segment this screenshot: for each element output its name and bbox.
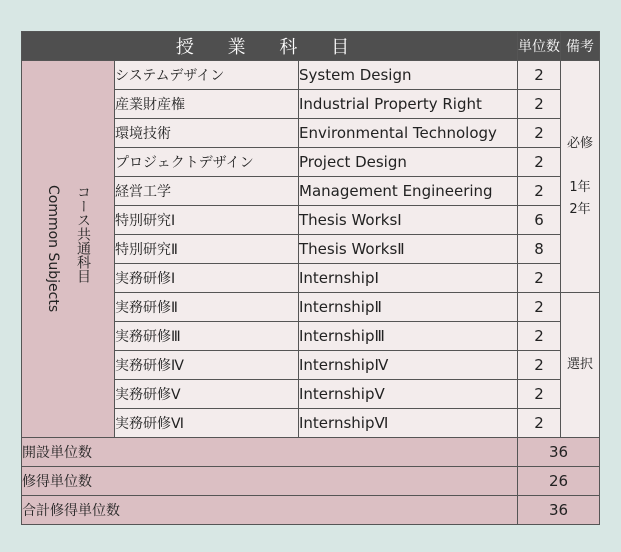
credits-header: 単位数 bbox=[518, 32, 561, 61]
course-name-ja: 実務研修Ⅳ bbox=[115, 351, 299, 380]
course-name-en: Thesis WorksⅠ bbox=[299, 206, 518, 235]
course-credits: 2 bbox=[518, 119, 561, 148]
remark-year1: 1年 bbox=[569, 179, 591, 195]
course-credits: 2 bbox=[518, 409, 561, 438]
course-name-en: InternshipⅠ bbox=[299, 264, 518, 293]
course-name-en: Thesis WorksⅡ bbox=[299, 235, 518, 264]
curriculum-table bbox=[21, 31, 600, 525]
course-name-ja: 環境技術 bbox=[115, 119, 299, 148]
table-header-row bbox=[22, 32, 600, 61]
course-credits: 2 bbox=[518, 322, 561, 351]
course-name-en: Management Engineering bbox=[299, 177, 518, 206]
course-name-en: InternshipⅥ bbox=[299, 409, 518, 438]
remarks-header: 備考 bbox=[561, 32, 600, 61]
remark-required: 必修 bbox=[566, 135, 593, 151]
course-name-en: Project Design bbox=[299, 148, 518, 177]
course-name-ja: 実務研修Ⅵ bbox=[115, 409, 299, 438]
totals-row bbox=[22, 496, 600, 525]
course-name-ja: 実務研修Ⅴ bbox=[115, 380, 299, 409]
totals-value: 36 bbox=[518, 438, 600, 467]
totals-row bbox=[22, 467, 600, 496]
remarks-required-cell bbox=[561, 61, 600, 293]
course-credits: 2 bbox=[518, 90, 561, 119]
course-name-ja: システムデザイン bbox=[115, 61, 299, 90]
totals-value: 26 bbox=[518, 467, 600, 496]
totals-label: 開設単位数 bbox=[22, 438, 518, 467]
course-name-en: InternshipⅢ bbox=[299, 322, 518, 351]
course-name-ja: 特別研究Ⅱ bbox=[115, 235, 299, 264]
table-row bbox=[22, 61, 600, 90]
course-name-ja: プロジェクトデザイン bbox=[115, 148, 299, 177]
remark-elective: 選択 bbox=[566, 357, 593, 372]
totals-label: 修得単位数 bbox=[22, 467, 518, 496]
course-name-ja: 特別研究Ⅰ bbox=[115, 206, 299, 235]
course-name-en: InternshipⅣ bbox=[299, 351, 518, 380]
course-name-en: System Design bbox=[299, 61, 518, 90]
subject-header: 授 業 科 目 bbox=[22, 32, 518, 61]
course-credits: 2 bbox=[518, 264, 561, 293]
course-name-en: InternshipⅡ bbox=[299, 293, 518, 322]
category-label-en: Common Subjects bbox=[45, 185, 61, 313]
course-name-en: Industrial Property Right bbox=[299, 90, 518, 119]
course-credits: 2 bbox=[518, 293, 561, 322]
course-name-ja: 経営工学 bbox=[115, 177, 299, 206]
course-name-ja: 実務研修Ⅰ bbox=[115, 264, 299, 293]
course-credits: 2 bbox=[518, 380, 561, 409]
remarks-elective-cell bbox=[561, 293, 600, 438]
course-credits: 2 bbox=[518, 148, 561, 177]
course-name-ja: 産業財産権 bbox=[115, 90, 299, 119]
course-credits: 2 bbox=[518, 177, 561, 206]
category-cell bbox=[22, 61, 115, 438]
course-credits: 2 bbox=[518, 351, 561, 380]
category-label-ja: コース共通科目 bbox=[75, 185, 91, 284]
totals-label: 合計修得単位数 bbox=[22, 496, 518, 525]
course-name-ja: 実務研修Ⅱ bbox=[115, 293, 299, 322]
course-credits: 2 bbox=[518, 61, 561, 90]
course-name-en: InternshipⅤ bbox=[299, 380, 518, 409]
totals-row bbox=[22, 438, 600, 467]
totals-value: 36 bbox=[518, 496, 600, 525]
course-credits: 8 bbox=[518, 235, 561, 264]
course-name-ja: 実務研修Ⅲ bbox=[115, 322, 299, 351]
course-credits: 6 bbox=[518, 206, 561, 235]
remark-year2: 2年 bbox=[569, 201, 591, 217]
course-name-en: Environmental Technology bbox=[299, 119, 518, 148]
